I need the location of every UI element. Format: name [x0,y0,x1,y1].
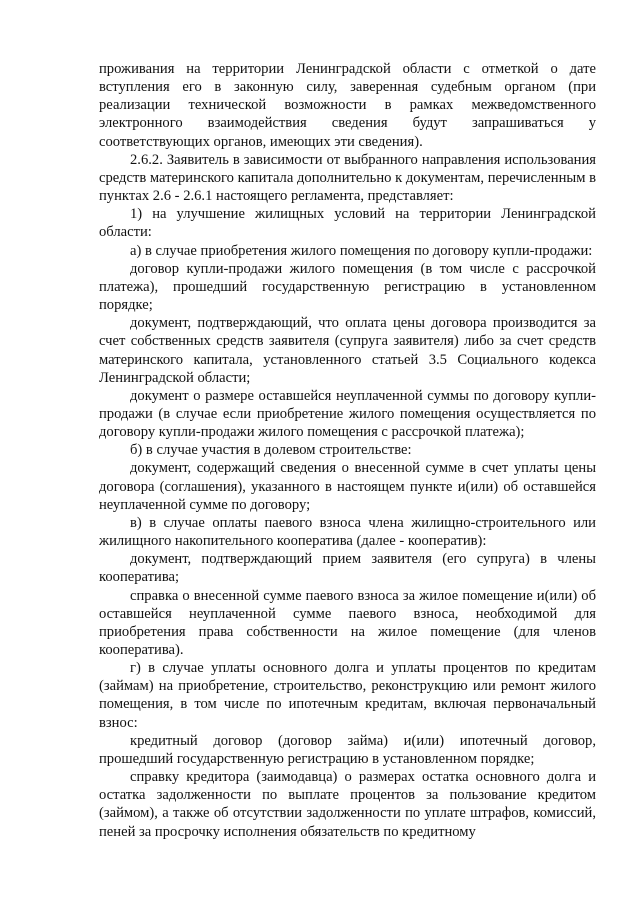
paragraph-share-certificate: справка о внесенной сумме паевого взноса за жилое помещение и(или) об оставшейся неуплаченной сумме паевого взноса, необходимой для приобретения права собственности на жилое помещение (для членов кооператива). [99,587,596,658]
paragraph-unpaid-amount: документ о размере оставшейся неуплаченной суммы по договору купли-продажи (в случае если приобретение жилого помещения осуществляется по договору купли-продажи жилого помещения с рассрочкой платежа); [99,387,596,441]
paragraph-continuation: проживания на территории Ленинградской области с отметкой о дате вступления его в законную силу, заверенная судебным органом (при реализации технической возможности в рамках межведомственного электронного взаимодействия сведения будут запрашиваться у соответствующих органов, имеющих эти сведения). [99,61,596,150]
paragraph-subitem-g: г) в случае уплаты основного долга и уплаты процентов по кредитам (займам) на приобретение, строительство, реконструкцию или ремонт жилого помещения, в том числе по ипотечным кредитам, включая первоначальный взнос: [99,660,596,731]
paragraph-credit-agreement: кредитный договор (договор займа) и(или) ипотечный договор, прошедший государственную регистрацию в установленном порядке; [99,732,596,767]
paragraph-membership-doc: документ, подтверждающий прием заявителя (его супруга) в члены кооператива; [99,551,596,586]
paragraph-subitem-a: а) в случае приобретения жилого помещения по договору купли-продажи: [130,242,593,259]
paragraph-sale-contract: договор купли-продажи жилого помещения (в том числе с рассрочкой платежа), прошедший государственную регистрацию в установленном порядке; [99,260,596,314]
paragraph-2-6-2: 2.6.2. Заявитель в зависимости от выбранного направления использования средств материнского капитала дополнительно к документам, перечисленным в пунктах 2.6 - 2.6.1 настоящего регламента, представляет: [99,151,596,205]
paragraph-payment-document: документ, подтверждающий, что оплата цены договора производится за счет собственных средств заявителя (супруга заявителя) либо за счет средств материнского капитала, установленного статьей 3.5 Социального кодекса Ленинградской области; [99,315,596,386]
paragraph-item-1: 1) на улучшение жилищных условий на территории Ленинградской области: [99,206,596,241]
paragraph-shared-construction-doc: документ, содержащий сведения о внесенной сумме в счет уплаты цены договора (соглашения), указанного в настоящем пункте и(или) об оставшейся неуплаченной сумме по договору; [99,460,596,513]
paragraph-subitem-v: в) в случае оплаты паевого взноса члена жилищно-строительного или жилищного накопительного кооператива (далее - кооператив): [99,514,596,550]
paragraph-subitem-b: б) в случае участия в долевом строительстве: [130,442,412,459]
document-body [99,60,596,841]
paragraph-creditor-certificate: справку кредитора (заимодавца) о размерах остатка основного долга и остатка задолженности по выплате процентов за пользование кредитом (займом), а также об отсутствии задолженности по уплате штрафов, комиссий, пеней за просрочку исполнения обязательств по кредитному [99,769,596,840]
